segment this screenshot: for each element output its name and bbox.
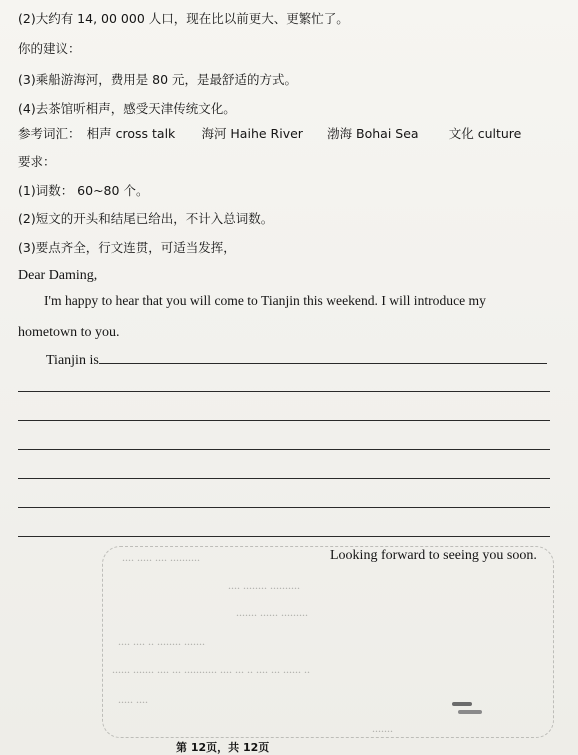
writing-line[interactable] <box>18 420 550 421</box>
writing-line[interactable] <box>18 478 550 479</box>
vocabulary-item: 文化 culture <box>448 126 522 141</box>
bleed-through-text: ......... ...... ....... <box>236 605 308 619</box>
letter-start: Tianjin is <box>46 353 99 368</box>
letter-closing: Looking forward to seeing you soon. <box>330 548 537 563</box>
requirement-item: (1)词数： 60~80 个。 <box>18 183 149 198</box>
bleed-through-text: .... ..... <box>118 692 148 706</box>
letter-greeting: Dear Daming, <box>18 268 98 283</box>
suggestion-heading: 你的建议： <box>18 41 81 56</box>
writing-line[interactable] <box>18 391 550 392</box>
page-footer: 第 12页，共 12页 <box>176 741 270 754</box>
letter-intro-line-1: I'm happy to hear that you will come to Tianjin this weekend. I will introduce my <box>44 293 486 308</box>
letter-start-line <box>46 351 547 369</box>
letter-intro-line-2: hometown to you. <box>18 325 120 340</box>
task-item-4: (4)去茶馆听相声，感受天津传统文化。 <box>18 101 236 116</box>
writing-line[interactable] <box>18 449 550 450</box>
writing-blank[interactable] <box>99 351 547 364</box>
requirement-item: (2)短文的开头和结尾已给出，不计入总词数。 <box>18 211 274 226</box>
bleed-through-text: ....... ........ .. .... .... <box>118 634 205 648</box>
bleed-through-text: .. ...... ... .... .. ... .... ........... ... .... ....... ...... <box>112 662 310 676</box>
vocabulary-line <box>18 126 521 143</box>
requirements-heading: 要求： <box>18 154 56 169</box>
vocabulary-prefix: 参考词汇： <box>18 126 81 141</box>
vocabulary-item: 相声 cross talk <box>86 126 176 141</box>
bleed-through-text: ....... <box>372 721 393 735</box>
task-item-3: (3)乘船游海河，费用是 80 元，是最舒适的方式。 <box>18 72 298 87</box>
writing-line[interactable] <box>18 536 550 537</box>
writing-line[interactable] <box>18 507 550 508</box>
task-item-2: (2)大约有 14, 00 000 人口，现在比以前更大、更繁忙了。 <box>18 11 349 26</box>
bleed-through-text: .......... .... ..... .... <box>122 550 200 564</box>
bleed-through-text: .......... ........ .... <box>228 578 300 592</box>
vocabulary-item: 海河 Haihe River <box>201 126 303 141</box>
requirement-item: (3)要点齐全，行文连贯，可适当发挥， <box>18 240 236 255</box>
vocabulary-item: 渤海 Bohai Sea <box>327 126 419 141</box>
scanner-mark-icon <box>452 700 482 716</box>
